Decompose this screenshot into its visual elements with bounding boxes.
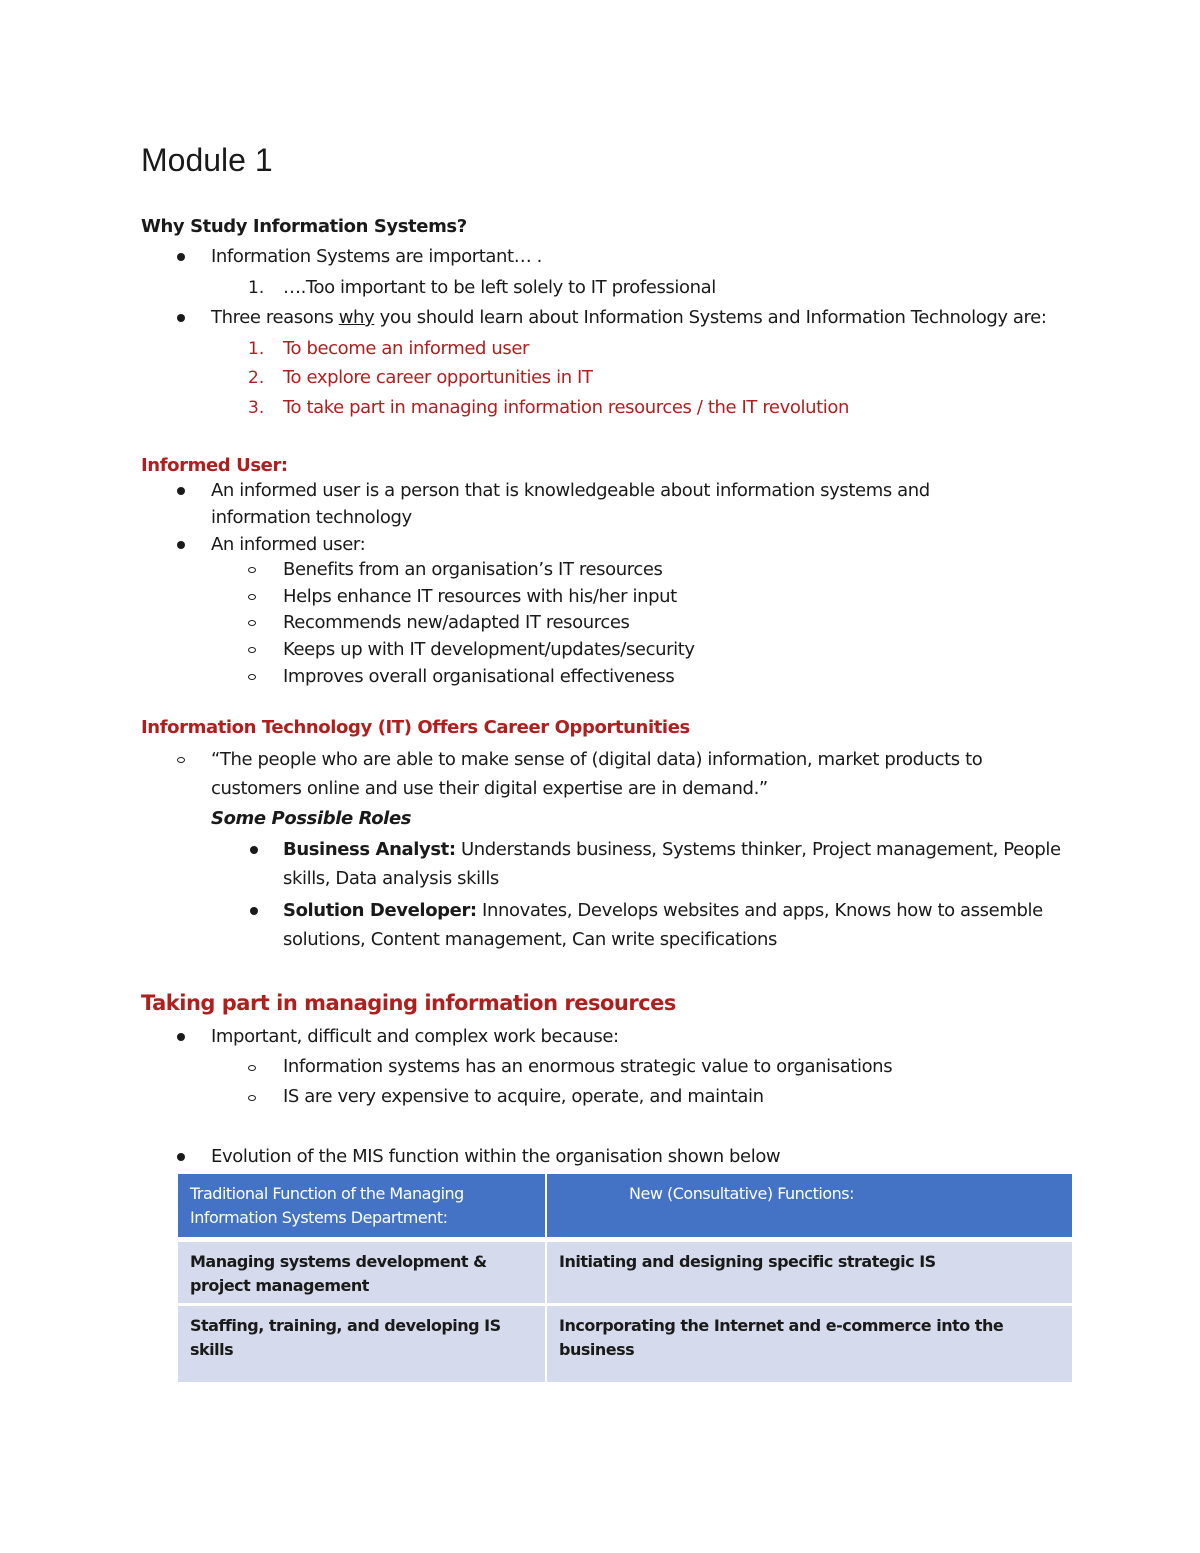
role-item: Business Analyst: Understands business, Systems thinker, Project management, People bbox=[283, 839, 1061, 860]
list-item: Three reasons why you should learn about Information Systems and Information Technology are: bbox=[211, 307, 1047, 328]
list-item: ….Too important to be left solely to IT professional bbox=[283, 277, 716, 298]
circle-bullet-icon bbox=[248, 1095, 256, 1101]
role-item-continuation: solutions, Content management, Can write specifications bbox=[283, 929, 778, 950]
reason-item: To take part in managing information resources / the IT revolution bbox=[283, 397, 849, 418]
bullet-icon bbox=[177, 1033, 185, 1041]
bullet-icon bbox=[177, 487, 185, 495]
table-cell: Incorporating the Internet and e-commerce into the business bbox=[547, 1306, 1072, 1382]
circle-bullet-icon bbox=[248, 594, 256, 600]
sub-list-item: Improves overall organisational effectiveness bbox=[283, 666, 675, 687]
section-heading-why-study: Why Study Information Systems? bbox=[141, 216, 467, 237]
sub-list-item: Benefits from an organisation’s IT resources bbox=[283, 559, 663, 580]
circle-bullet-icon bbox=[248, 567, 256, 573]
table-cell: Staffing, training, and developing IS skills bbox=[178, 1306, 545, 1382]
sub-list-item: Information systems has an enormous strategic value to organisations bbox=[283, 1056, 893, 1077]
circle-bullet-icon bbox=[248, 1065, 256, 1071]
circle-bullet-icon bbox=[248, 620, 256, 626]
bullet-icon bbox=[177, 314, 185, 322]
table-cell: Initiating and designing specific strategic IS bbox=[547, 1242, 1072, 1303]
bullet-icon bbox=[177, 1153, 185, 1161]
sub-list-item: Recommends new/adapted IT resources bbox=[283, 612, 630, 633]
circle-bullet-icon bbox=[248, 674, 256, 680]
reason-item: To become an informed user bbox=[283, 338, 530, 359]
list-item: Information Systems are important… . bbox=[211, 246, 542, 267]
circle-bullet-icon bbox=[177, 757, 185, 763]
list-item: Evolution of the MIS function within the organisation shown below bbox=[211, 1146, 781, 1167]
circle-bullet-icon bbox=[248, 647, 256, 653]
role-item: Solution Developer: Innovates, Develops websites and apps, Knows how to assemble bbox=[283, 900, 1043, 921]
bullet-icon bbox=[177, 253, 185, 261]
list-number: 1. bbox=[248, 339, 265, 359]
section-heading-career: Information Technology (IT) Offers Career Opportunities bbox=[141, 717, 690, 738]
list-number: 2. bbox=[248, 368, 265, 388]
list-number: 3. bbox=[248, 398, 265, 418]
sub-list-item: Keeps up with IT development/updates/security bbox=[283, 639, 695, 660]
list-item: An informed user: bbox=[211, 534, 366, 555]
roles-heading: Some Possible Roles bbox=[211, 808, 412, 829]
bullet-icon bbox=[250, 907, 258, 915]
reason-item: To explore career opportunities in IT bbox=[283, 367, 593, 388]
page-title: Module 1 bbox=[141, 142, 273, 178]
quote-line: “The people who are able to make sense of (digital data) information, market products to bbox=[211, 749, 983, 770]
list-number: 1. bbox=[248, 278, 265, 298]
sub-list-item: Helps enhance IT resources with his/her input bbox=[283, 586, 677, 607]
list-item-continuation: information technology bbox=[211, 507, 412, 528]
section-heading-informed-user: Informed User: bbox=[141, 455, 288, 476]
list-item: Important, difficult and complex work because: bbox=[211, 1026, 619, 1047]
bullet-icon bbox=[177, 541, 185, 549]
section-heading-managing-resources: Taking part in managing information resources bbox=[141, 991, 676, 1015]
bullet-icon bbox=[250, 846, 258, 854]
list-item: An informed user is a person that is knowledgeable about information systems and bbox=[211, 480, 930, 501]
table-header-right: New (Consultative) Functions: bbox=[547, 1174, 1072, 1237]
quote-line: customers online and use their digital expertise are in demand.” bbox=[211, 778, 768, 799]
role-item-continuation: skills, Data analysis skills bbox=[283, 868, 499, 889]
sub-list-item: IS are very expensive to acquire, operate, and maintain bbox=[283, 1086, 764, 1107]
table-header-left: Traditional Function of the Managing Information Systems Department: bbox=[178, 1174, 545, 1237]
table-cell: Managing systems development & project management bbox=[178, 1242, 545, 1303]
